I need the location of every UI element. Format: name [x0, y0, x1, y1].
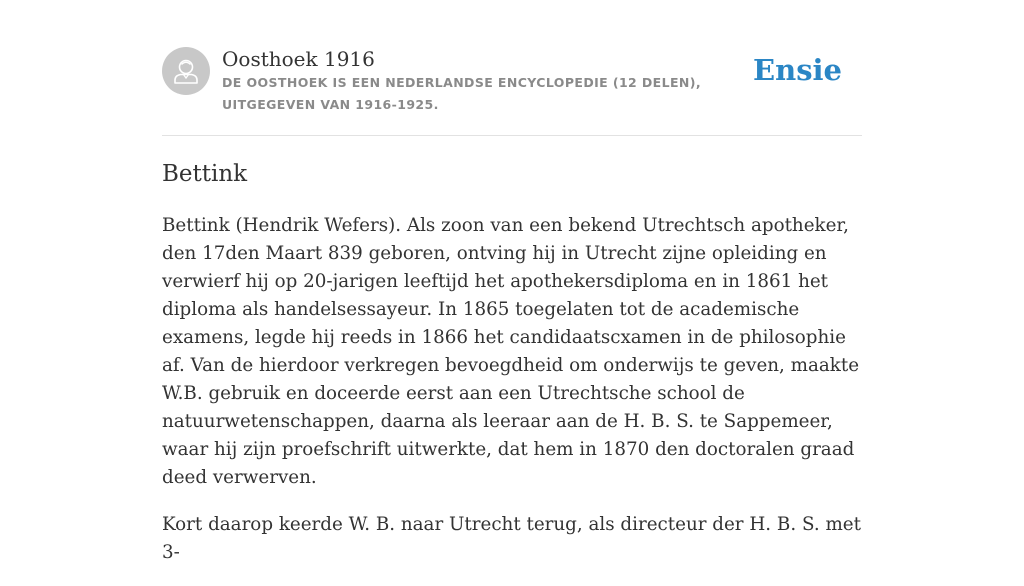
source-avatar[interactable]	[162, 47, 210, 95]
article-title: Bettink	[162, 161, 248, 187]
header-divider	[162, 135, 862, 136]
article-paragraph: Bettink (Hendrik Wefers). Als zoon van een bekend Utrechtsch apotheker, den 17den Maart 839 geboren, ontving hij in Utrecht zijne opleiding en verwierf hij op 20-jarigen leeftijd het apothekersdiploma en in 1861 het diploma als handelsessayeur. In 1865 toegelaten tot de academische examens, legde hij reeds in 1866 het candidaatscxamen in de philosophie af. Van de hierdoor verkregen bevoegdheid om onderwijs te geven, maakte W.B. gebruik en doceerde eerst aan een Utrechtsche school de natuurwetenschappen, daarna als leeraar aan de H. B. S. te Sappemeer, waar hij zijn proefschrift uitwerkte, dat hem in 1870 den doctoralen graad deed verwerven.	[162, 215, 860, 488]
user-silhouette-icon	[162, 47, 210, 95]
source-header	[162, 46, 862, 116]
article-body	[162, 212, 872, 586]
article-paragraph: Kort daarop keerde W. B. naar Utrecht terug, als directeur der H. B. S. met 3-	[162, 514, 861, 563]
ensie-logo-link[interactable]: Ensie	[753, 53, 842, 87]
source-description: DE OOSTHOEK IS EEN NEDERLANDSE ENCYCLOPEDIE (12 DELEN), UITGEGEVEN VAN 1916-1925.	[222, 75, 702, 112]
source-title-link[interactable]: Oosthoek 1916	[222, 47, 375, 71]
